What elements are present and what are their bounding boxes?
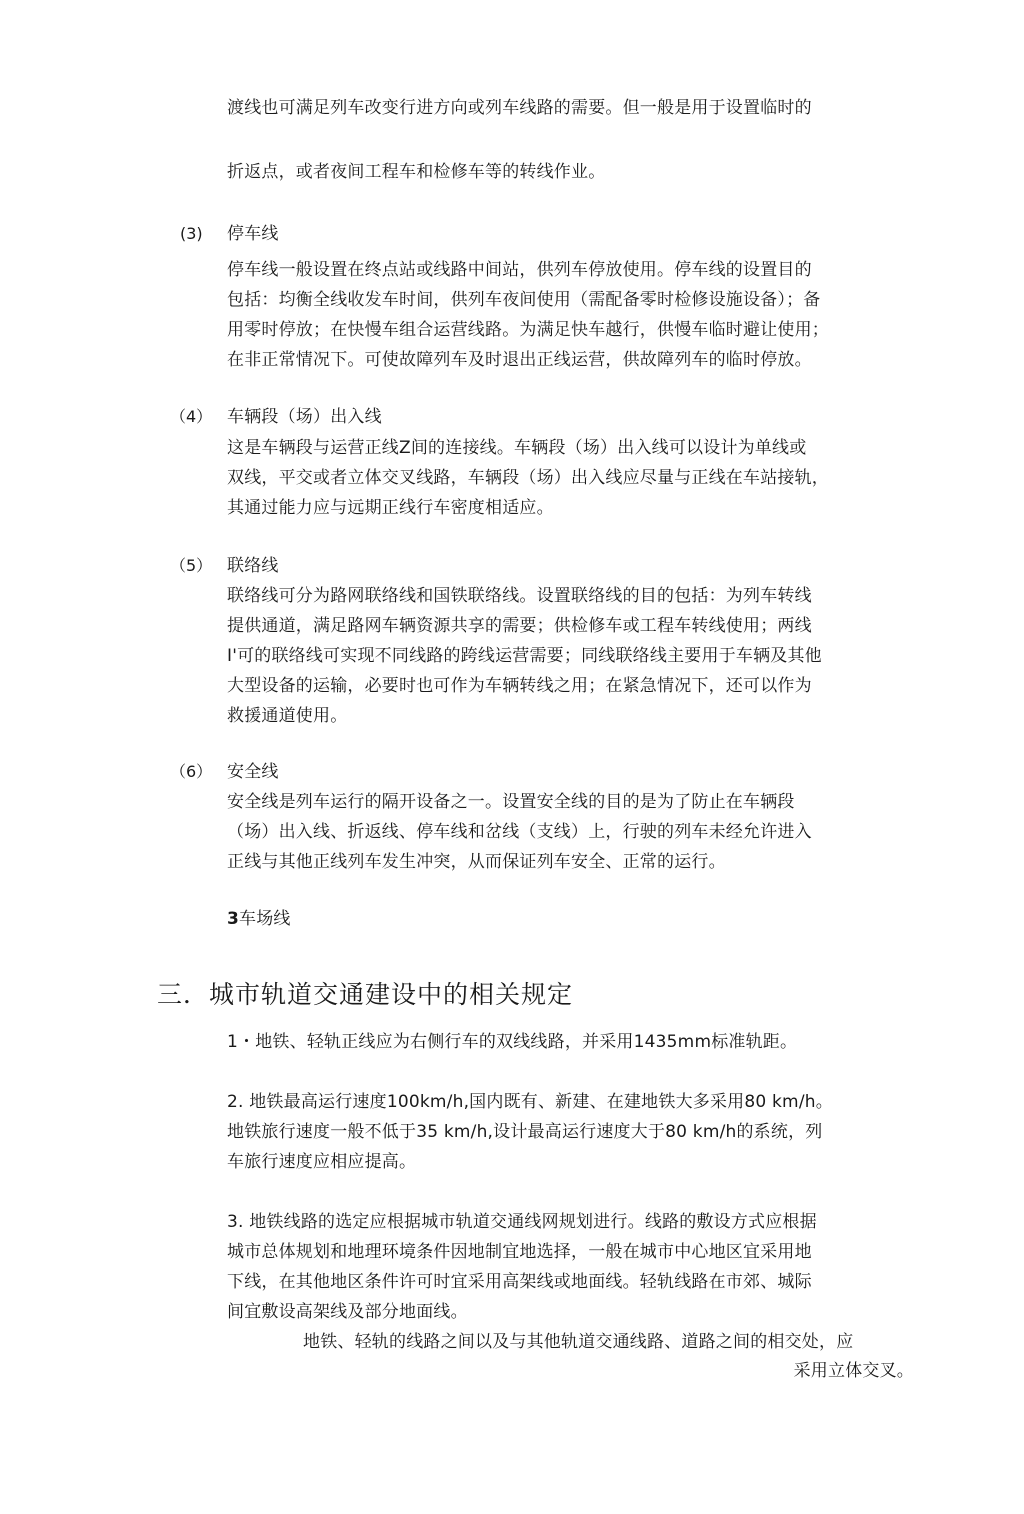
section-6-line-3: 正线与其他正线列车发生冲突，从而保证列车安全、正常的运行。 xyxy=(227,852,726,872)
section-4-title: 车辆段（场）出入线 xyxy=(227,407,382,427)
closing-line-2: 采用立体交叉。 xyxy=(793,1361,914,1381)
section-5-line-1: 联络线可分为路网联络线和国铁联络线。设置联络线的目的包括：为列车转线 xyxy=(227,586,812,606)
section-6-line-1: 安全线是列车运行的隔开设备之一。设置安全线的目的是为了防止在车辆段 xyxy=(227,792,795,812)
section-3-title: 停车线 xyxy=(227,224,279,244)
section-5-line-3: I'可的联络线可实现不同线路的跨线运营需要；同线联络线主要用于车辆及其他 xyxy=(227,646,822,666)
section-3-line-2: 包括：均衡全线收发车时间，供列车夜间使用（需配备零时检修设施设备）；备 xyxy=(227,290,821,310)
subheading-number: 3 xyxy=(227,909,240,929)
rule-2-line-2: 地铁旅行速度一般不低于35 km/h,设计最高运行速度大于80 km/h的系统，列 xyxy=(227,1122,823,1142)
subheading xyxy=(227,907,291,931)
section-5-title: 联络线 xyxy=(227,556,279,576)
section-4-line-3: 其通过能力应与远期正线行车密度相适应。 xyxy=(227,498,554,518)
section-3-line-1: 停车线一般设置在终点站或线路中间站，供列车停放使用。停车线的设置目的 xyxy=(227,260,812,280)
rule-3-line-3: 下线，在其他地区条件许可时宜采用高架线或地面线。轻轨线路在市郊、城际 xyxy=(227,1272,812,1292)
rule-2-line-1: 2. 地铁最高运行速度100km/h,国内既有、新建、在建地铁大多采用80 km/h。 xyxy=(227,1092,833,1112)
rule-3-line-2: 城市总体规划和地理环境条件因地制宜地选择，一般在城市中心地区宜采用地 xyxy=(227,1242,812,1262)
section-4-number: （4） xyxy=(170,407,213,426)
section-3-line-3: 用零时停放；在快慢车组合运营线路。为满足快车越行，供慢车临时避让使用； xyxy=(227,320,829,340)
crossover-line-2: 折返点，或者夜间工程车和检修车等的转线作业。 xyxy=(227,162,606,182)
closing-line-1: 地铁、轻轨的线路之间以及与其他轨道交通线路、道路之间的相交处，应 xyxy=(303,1332,854,1352)
rule-3-line-1: 3. 地铁线路的选定应根据城市轨道交通线网规划进行。线路的敷设方式应根据 xyxy=(227,1212,817,1232)
section-5-line-5: 救援通道使用。 xyxy=(227,706,348,726)
section-5-number: （5） xyxy=(170,556,213,575)
section-4-line-2: 双线，平交或者立体交叉线路，车辆段（场）出入线应尽量与正线在车站接轨， xyxy=(227,468,829,488)
chapter-heading: 三．城市轨道交通建设中的相关规定 xyxy=(157,980,574,1009)
rule-3-line-4: 间宜敷设高架线及部分地面线。 xyxy=(227,1302,468,1322)
section-6-title: 安全线 xyxy=(227,762,279,782)
section-5-line-4: 大型设备的运输，必要时也可作为车辆转线之用；在紧急情况下，还可以作为 xyxy=(227,676,812,696)
section-6-number: （6） xyxy=(170,762,213,781)
section-5-line-2: 提供通道，满足路网车辆资源共享的需要；供检修车或工程车转线使用；两线 xyxy=(227,616,812,636)
section-3-number: (3) xyxy=(180,224,203,243)
section-4-line-1: 这是车辆段与运营正线Z间的连接线。车辆段（场）出入线可以设计为单线或 xyxy=(227,438,807,458)
rule-2-line-3: 车旅行速度应相应提高。 xyxy=(227,1152,417,1172)
subheading-text: 车场线 xyxy=(239,909,291,929)
rule-1-line-1: 1・地铁、轻轨正线应为右侧行车的双线线路，并采用1435mm标准轨距。 xyxy=(227,1032,798,1052)
crossover-line-1: 渡线也可满足列车改变行进方向或列车线路的需要。但一般是用于设置临时的 xyxy=(227,98,812,118)
section-3-line-4: 在非正常情况下。可使故障列车及时退出正线运营，供故障列车的临时停放。 xyxy=(227,350,812,370)
section-6-line-2: （场）出入线、折返线、停车线和岔线（支线）上，行驶的列车未经允许进入 xyxy=(227,822,812,842)
